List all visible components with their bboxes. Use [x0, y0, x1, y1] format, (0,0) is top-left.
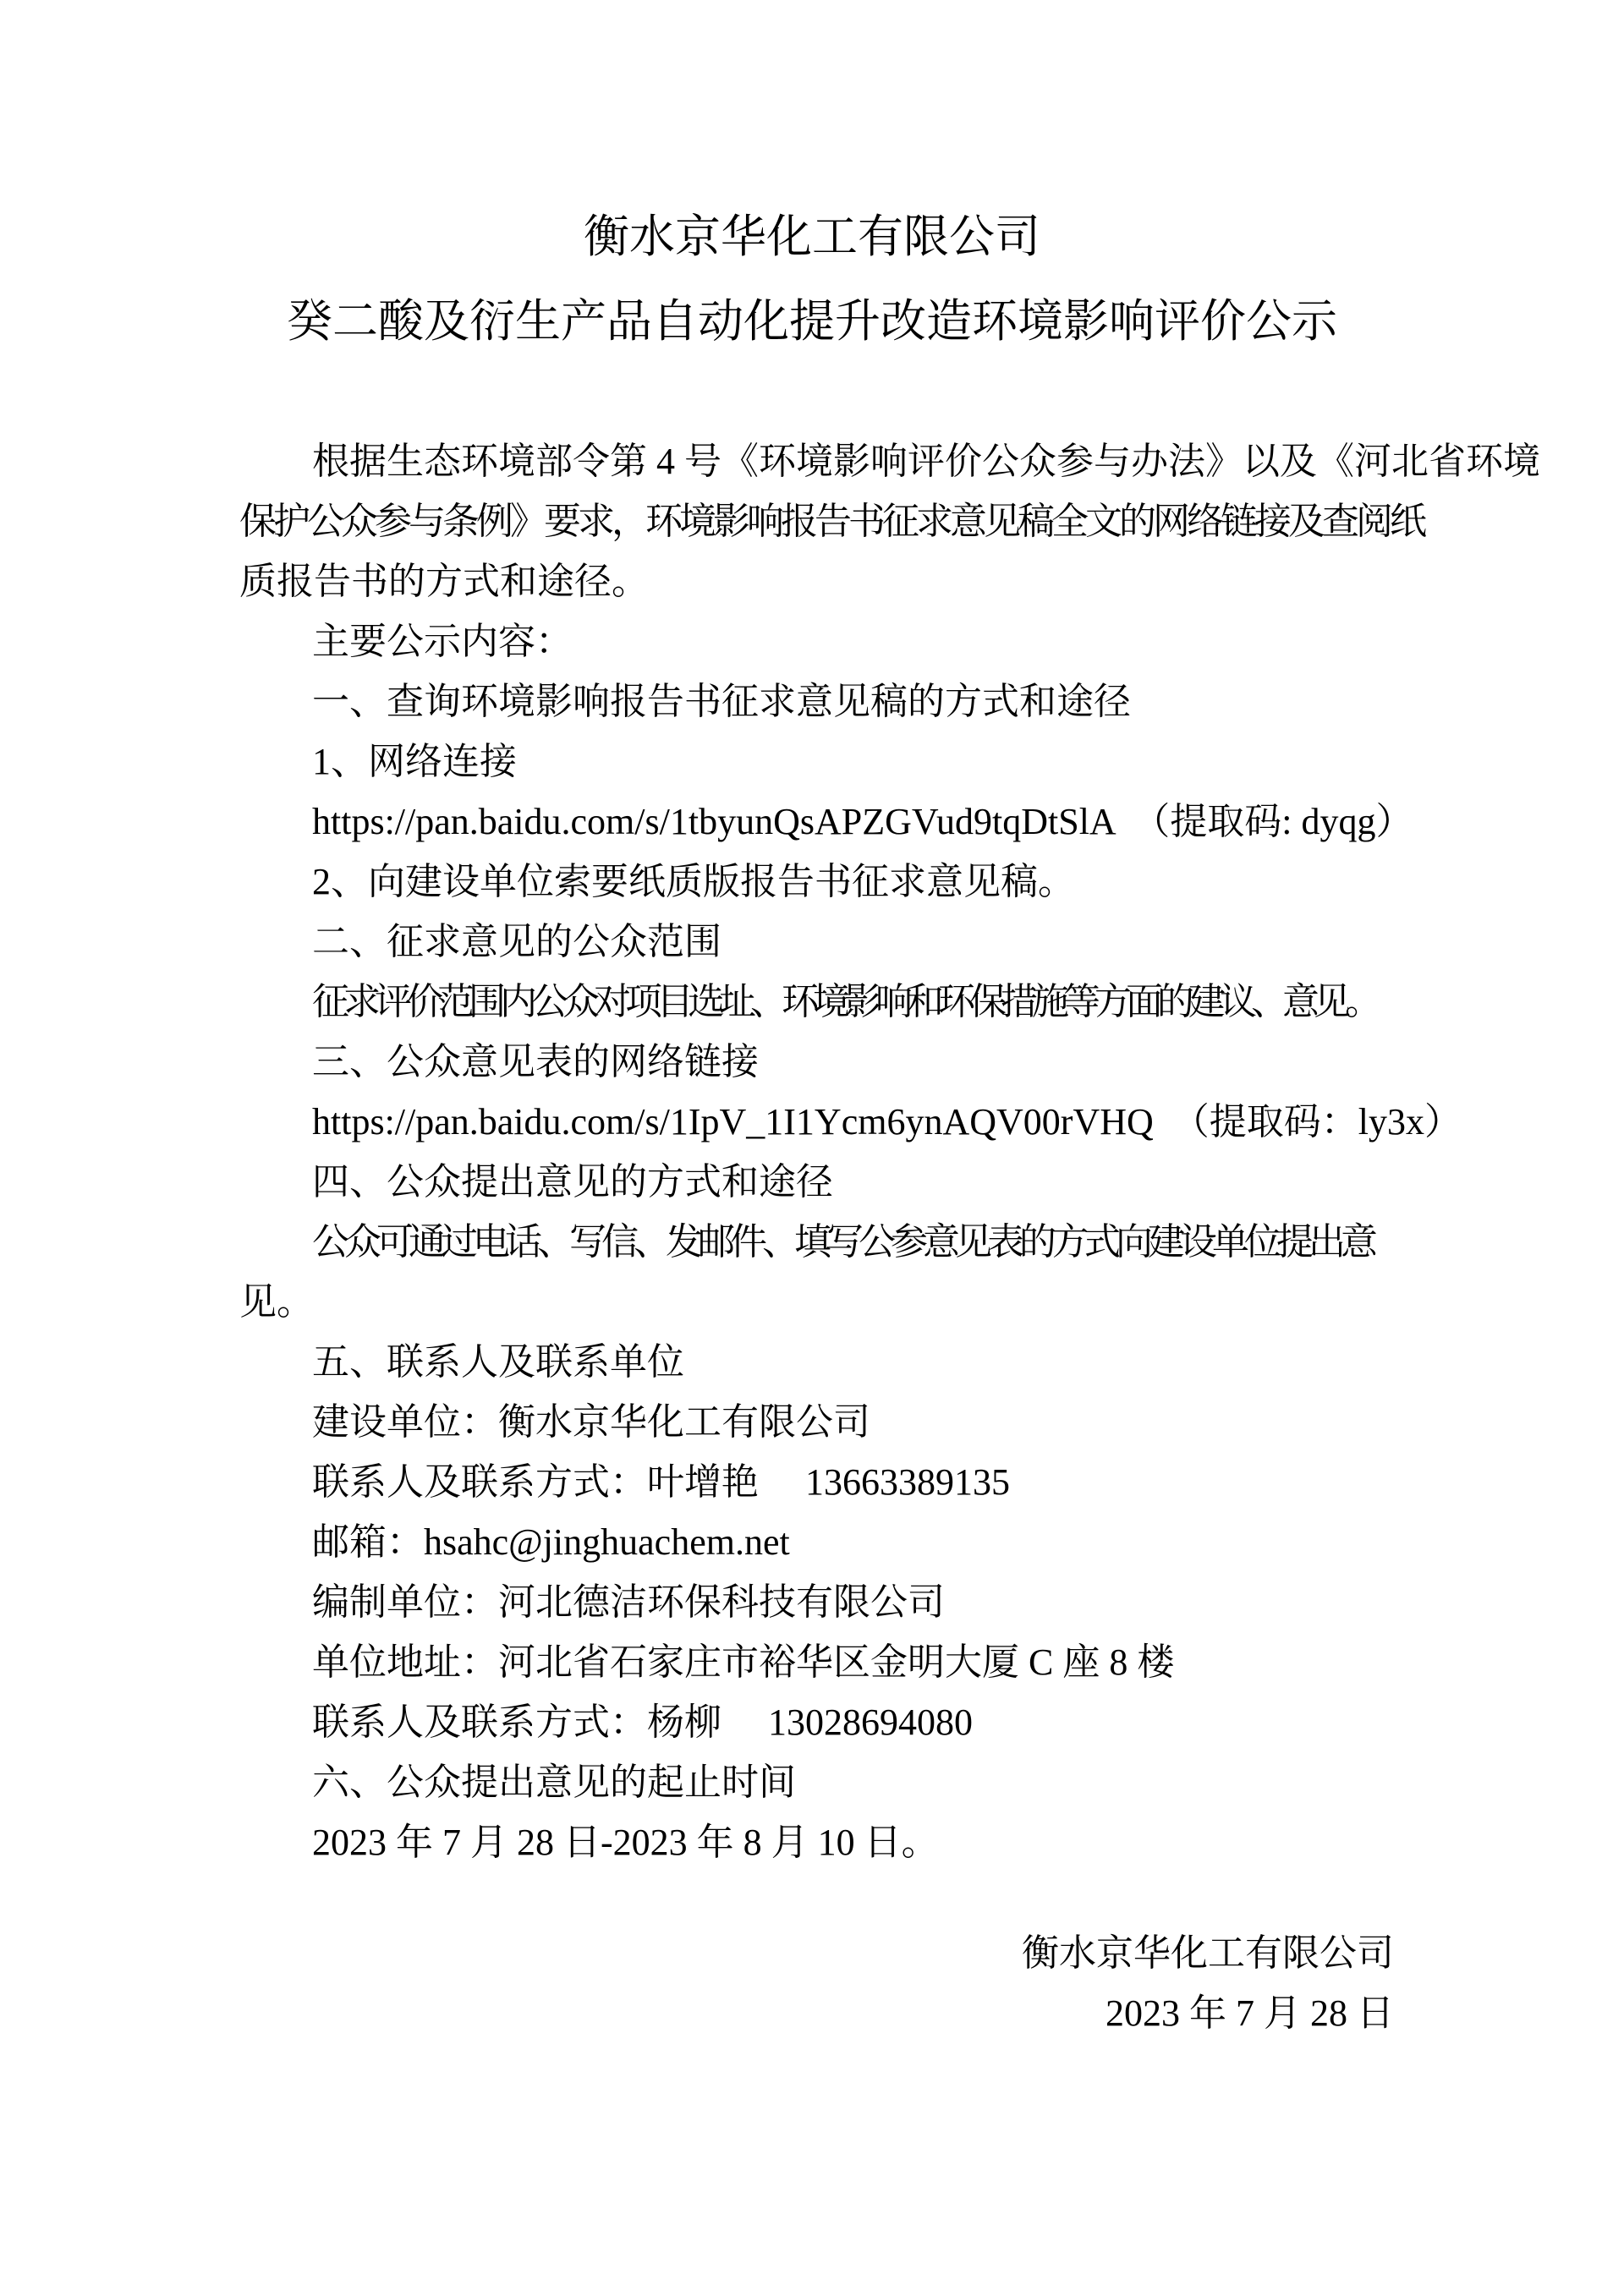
- body-line: 编制单位：河北德洁环保科技有限公司: [312, 1581, 945, 1623]
- url-line: https://pan.baidu.com/s/1tbyunQsAPZGVud9tqDtSlA （提取码: dyqg）: [312, 801, 1413, 842]
- body-line: 联系人及联系方式：杨柳 13028694080: [312, 1701, 973, 1743]
- doc-title: 衡水京华化工有限公司: [584, 211, 1040, 262]
- body-line: 五、联系人及联系单位: [312, 1341, 684, 1383]
- body-line: 六、公众提出意见的起止时间: [312, 1762, 796, 1803]
- body-line: 一、查询环境影响报告书征求意见稿的方式和途径: [312, 681, 1131, 722]
- body-line: 见。: [239, 1281, 314, 1323]
- doc-title-block: [0, 195, 1624, 364]
- body-line: 2023 年 7 月 28 日-2023 年 8 月 10 日。: [312, 1822, 939, 1863]
- body-line: 邮箱：hsahc@jinghuachem.net: [312, 1521, 790, 1563]
- body-line: 单位地址：河北省石家庄市裕华区金明大厦 C 座 8 楼: [312, 1641, 1175, 1683]
- body-line: 主要公示内容：: [312, 621, 573, 662]
- body-line: 四、公众提出意见的方式和途径: [312, 1161, 833, 1203]
- doc-subtitle: 癸二酸及衍生产品自动化提升改造环境影响评价公示: [287, 296, 1337, 347]
- url-line: https://pan.baidu.com/s/1IpV_1I1Ycm6ynAQV00rVHQ （提取码：ly3x）: [312, 1101, 1462, 1143]
- body-line: 三、公众意见表的网络链接: [312, 1041, 759, 1082]
- body-line: 质报告书的方式和途径。: [239, 561, 649, 602]
- body-line: 保护公众参与条例》要求，环境影响报告书征求意见稿全文的网络链接及查阅纸: [239, 501, 1424, 542]
- body-line: 二、征求意见的公众范围: [312, 921, 721, 962]
- doc-signature-block: [239, 1923, 1394, 2043]
- body-line: 公众可通过电话、写信、发邮件、填写公参意见表的方式向建设单位提出意: [312, 1221, 1373, 1263]
- body-line: 联系人及联系方式：叶增艳 13663389135: [312, 1461, 1010, 1503]
- signature-date: 2023 年 7 月 28 日: [1106, 1992, 1394, 2034]
- body-line: 征求评价范围内公众对项目选址、环境影响和环保措施等方面的建议、意见。: [312, 981, 1376, 1022]
- body-line: 建设单位：衡水京华化工有限公司: [312, 1401, 870, 1443]
- body-line: 1、网络连接: [312, 741, 517, 782]
- body-line: 根据生态环境部令第 4 号《环境影响评价公众参与办法》以及《河北省环境: [312, 441, 1540, 482]
- signature-company: 衡水京华化工有限公司: [1022, 1932, 1394, 1974]
- body-line: 2、向建设单位索要纸质版报告书征求意见稿。: [312, 861, 1075, 902]
- doc-body: [239, 431, 1540, 1872]
